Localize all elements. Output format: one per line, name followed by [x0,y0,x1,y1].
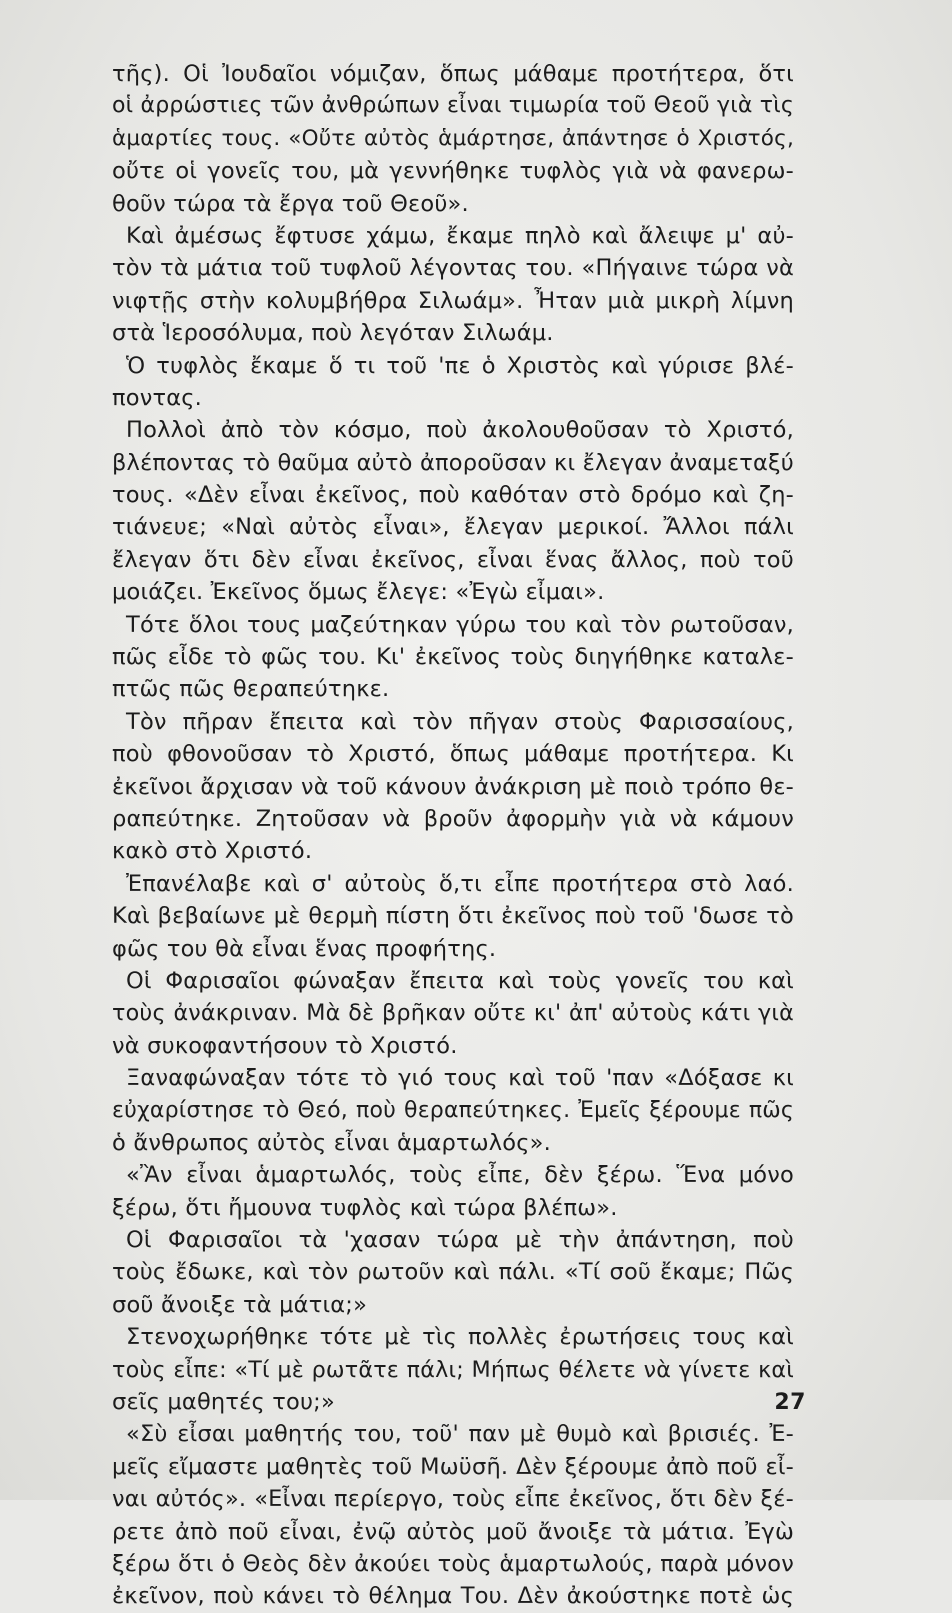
body-text [112,58,794,1613]
text-line: σεῖς μαθητές του;» [112,1389,335,1416]
text-line: ναι αὐτός». «Εἶναι περίεργο, τοὺς εἶπε ἐκεῖνος, ὅτι δὲν ξέ- [112,1486,794,1513]
text-line: βλέποντας τὸ θαῦμα αὐτὸ ἀποροῦσαν κι ἔλεγαν ἀναμεταξύ [112,449,794,476]
text-line: «Ἂν εἶναι ἁμαρτωλός, τοὺς εἶπε, δὲν ξέρω. Ἕνα μόνο [126,1162,794,1189]
text-line: Ξαναφώναξαν τότε τὸ γιό τους καὶ τοῦ 'παν «Δόξασε κι [126,1065,794,1092]
text-line: ποντας. [112,384,203,411]
text-line: ραπεύτηκε. Ζητοῦσαν νὰ βροῦν ἀφορμὴν γιὰ νὰ κάμουν [112,805,794,832]
text-line: μεῖς εἴμαστε μαθητὲς τοῦ Μωϋσῆ. Δὲν ξέρουμε ἀπὸ ποῦ εἶ- [112,1453,794,1480]
text-line: ὁ ἄνθρωπος αὐτὸς εἶναι ἁμαρτωλός». [112,1129,551,1156]
text-line: σοῦ ἄνοιξε τὰ μάτια;» [112,1291,368,1318]
text-line: Τότε ὅλοι τους μαζεύτηκαν γύρω του καὶ τὸν ρωτοῦσαν, [126,611,794,638]
text-line: τιάνευε; «Ναὶ αὐτὸς εἶναι», ἔλεγαν μερικοί. Ἄλλοι πάλι [112,514,794,541]
text-line: Στενοχωρήθηκε τότε μὲ τὶς πολλὲς ἐρωτήσεις τους καὶ [126,1324,794,1351]
text-line: οἱ ἀρρώστιες τῶν ἀνθρώπων εἶναι τιμωρία τοῦ Θεοῦ γιὰ τὶς [112,93,794,119]
text-line: νὰ συκοφαντήσουν τὸ Χριστό. [112,1032,458,1059]
text-line: τοὺς ἀνάκριναν. Μὰ δὲ βρῆκαν οὔτε κι' ἀπ' αὐτοὺς κάτι γιὰ [112,1000,794,1027]
text-line: ἁμαρτίες τους. «Οὔτε αὐτὸς ἁμάρτησε, ἀπάντησε ὁ Χριστός, [112,125,794,151]
text-line: μοιάζει. Ἐκεῖνος ὅμως ἔλεγε: «Ἐγὼ εἶμαι». [112,579,605,606]
text-line: θοῦν τώρα τὰ ἔργα τοῦ Θεοῦ». [112,190,469,217]
text-line: ρετε ἀπὸ ποῦ εἶναι, ἐνῷ αὐτὸς μοῦ ἄνοιξε τὰ μάτια. Ἐγὼ [112,1518,794,1545]
text-line: κακὸ στὸ Χριστό. [112,838,313,865]
text-line: ἔλεγαν ὅτι δὲν εἶναι ἐκεῖνος, εἶναι ἕνας ἄλλος, ποὺ τοῦ [112,546,794,573]
text-line: Καὶ ἀμέσως ἔφτυσε χάμω, ἔκαμε πηλὸ καὶ ἄλειψε μ' αὐ- [126,222,794,249]
text-line: ποὺ φθονοῦσαν τὸ Χριστό, ὅπως μάθαμε προτήτερα. Κι [112,741,794,768]
text-line: Καὶ βεβαίωνε μὲ θερμὴ πίστη ὅτι ἐκεῖνος ποὺ τοῦ 'δωσε τὸ [112,903,794,930]
text-line: εὐχαρίστησε τὸ Θεό, ποὺ θεραπεύτηκες. Ἐμεῖς ξέρουμε πῶς [112,1097,794,1123]
text-line: οὔτε οἱ γονεῖς του, μὰ γεννήθηκε τυφλὸς γιὰ νὰ φανερω- [112,158,794,185]
text-line: Πολλοὶ ἀπὸ τὸν κόσμο, ποὺ ἀκολουθοῦσαν τὸ Χριστό, [126,417,794,444]
text-line: Ὁ τυφλὸς ἔκαμε ὅ τι τοῦ 'πε ὁ Χριστὸς καὶ γύρισε βλέ- [126,352,794,379]
text-line: νιφτῇς στὴν κολυμβήθρα Σιλωάμ». Ἦταν μιὰ μικρὴ λίμνη [112,287,794,314]
text-line: τῆς). Οἱ Ἰουδαῖοι νόμιζαν, ὅπως μάθαμε προτήτερα, ὅτι [112,61,794,87]
text-line: Ἐπανέλαβε καὶ σ' αὐτοὺς ὅ,τι εἶπε προτήτερα στὸ λαό. [126,870,794,897]
text-line: Τὸν πῆραν ἔπειτα καὶ τὸν πῆγαν στοὺς Φαρισσαίους, [126,708,794,735]
text-line: ξέρω, ὅτι ἤμουνα τυφλὸς καὶ τώρα βλέπω». [112,1194,618,1221]
page-number: 27 [774,1390,806,1415]
text-line: φῶς του θὰ εἶναι ἕνας προφήτης. [112,935,497,962]
text-line: τοὺς ἔδωκε, καὶ τὸν ρωτοῦν καὶ πάλι. «Τί σοῦ ἔκαμε; Πῶς [112,1259,794,1286]
text-line: ἐκεῖνον, ποὺ κάνει τὸ θέλημα Του. Δὲν ἀκούστηκε ποτὲ ὡς [112,1583,794,1610]
text-line: ἐκεῖνοι ἄρχισαν νὰ τοῦ κάνουν ἀνάκριση μὲ ποιὸ τρόπο θε- [112,773,794,800]
text-line: τὸν τὰ μάτια τοῦ τυφλοῦ λέγοντας του. «Πήγαινε τώρα νὰ [112,255,794,282]
text-line: τοὺς εἶπε: «Τί μὲ ρωτᾶτε πάλι; Μήπως θέλετε νὰ γίνετε καὶ [112,1356,794,1383]
text-line: ξέρω ὅτι ὁ Θεὸς δὲν ἀκούει τοὺς ἁμαρτωλούς, παρὰ μόνον [112,1550,794,1577]
text-line: πῶς εἶδε τὸ φῶς του. Κι' ἐκεῖνος τοὺς διηγήθηκε καταλε- [112,644,794,671]
text-line: στὰ Ἱεροσόλυμα, ποὺ λεγόταν Σιλωάμ. [112,320,554,347]
text-line: «Σὺ εἶσαι μαθητής του, τοῦ' παν μὲ θυμὸ καὶ βρισιές. Ἐ- [126,1421,794,1448]
text-line: τους. «Δὲν εἶναι ἐκεῖνος, ποὺ καθόταν στὸ δρόμο καὶ ζη- [112,482,794,509]
text-line: πτῶς πῶς θεραπεύτηκε. [112,676,390,703]
text-line: Οἱ Φαρισαῖοι τὰ 'χασαν τώρα μὲ τὴν ἀπάντηση, ποὺ [126,1227,794,1254]
text-line: Οἱ Φαρισαῖοι φώναξαν ἔπειτα καὶ τοὺς γονεῖς του καὶ [126,967,794,994]
